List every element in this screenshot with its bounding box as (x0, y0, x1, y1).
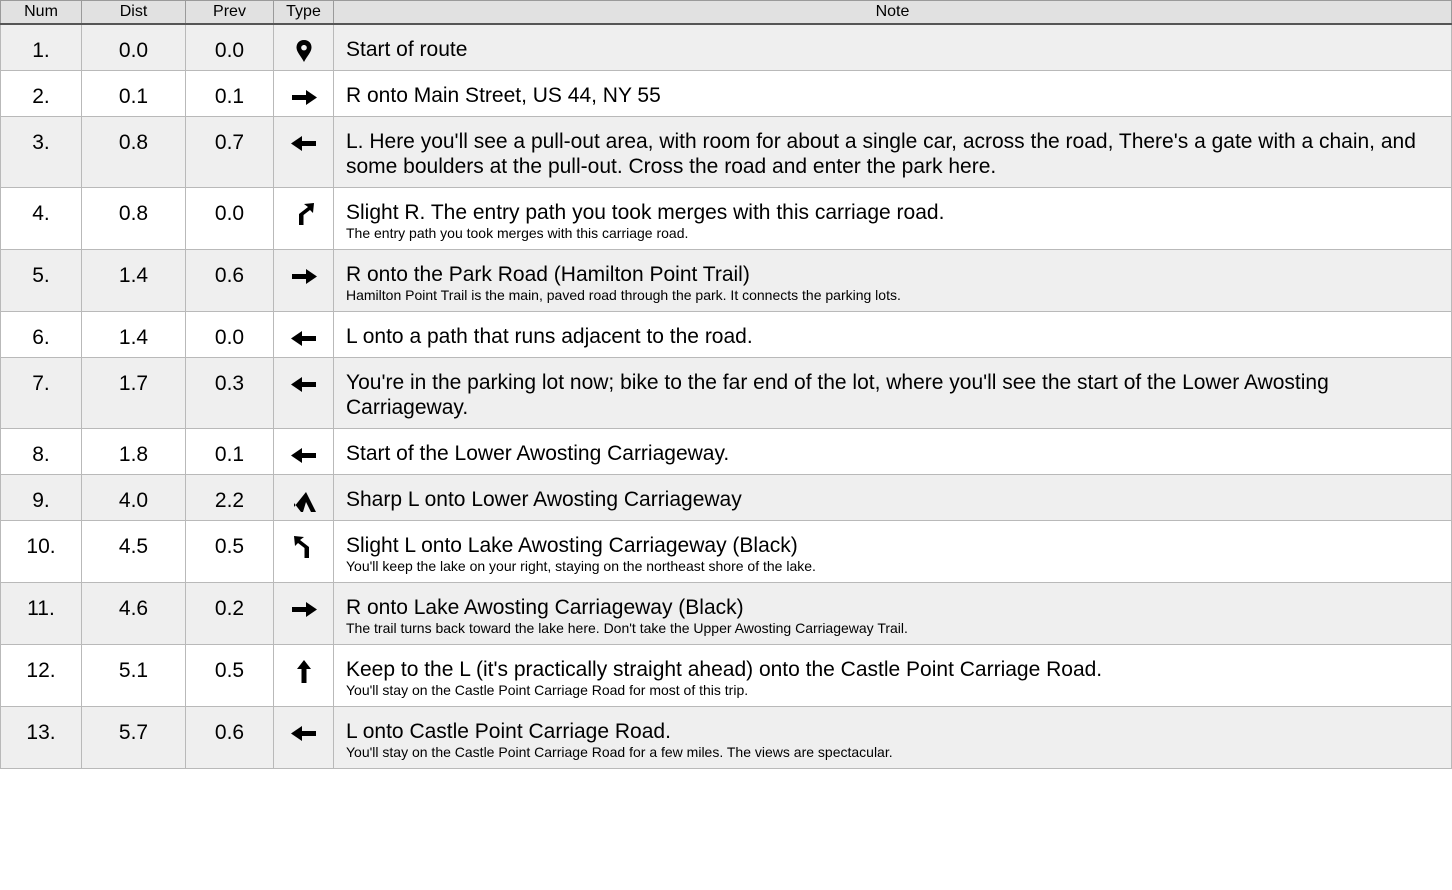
cue-instruction: Start of the Lower Awosting Carriageway. (346, 442, 730, 465)
cue-number: 9. (1, 475, 82, 521)
table-row[interactable] (1, 521, 1452, 583)
table-row[interactable] (1, 250, 1452, 312)
cue-type (274, 117, 334, 188)
cue-type (274, 583, 334, 645)
cue-note (334, 429, 1452, 475)
cue-prev-distance: 0.7 (186, 117, 274, 188)
cue-type (274, 358, 334, 429)
cue-prev-distance: 0.5 (186, 645, 274, 707)
cue-type (274, 645, 334, 707)
cue-distance: 5.1 (82, 645, 186, 707)
cue-prev-distance: 0.2 (186, 583, 274, 645)
table-row[interactable] (1, 188, 1452, 250)
cue-number: 1. (1, 24, 82, 71)
table-row[interactable] (1, 645, 1452, 707)
cue-type (274, 24, 334, 71)
cue-instruction: R onto Main Street, US 44, NY 55 (346, 84, 661, 107)
cue-prev-distance: 0.5 (186, 521, 274, 583)
table-body (1, 24, 1452, 769)
cue-instruction: L onto Castle Point Carriage Road. (346, 720, 671, 743)
cue-note (334, 312, 1452, 358)
cue-type (274, 707, 334, 769)
cue-distance: 4.0 (82, 475, 186, 521)
cue-distance: 1.4 (82, 250, 186, 312)
cue-distance: 4.5 (82, 521, 186, 583)
cue-instruction: L. Here you'll see a pull-out area, with room for about a single car, across the road, There's a gate with a chain, and some boulders at the pull-out. Cross the road and enter the park here. (346, 130, 1416, 178)
sharp-left-arrow-icon (289, 488, 319, 514)
cue-note (334, 117, 1452, 188)
arrow-right-icon (289, 596, 319, 622)
cue-prev-distance: 0.1 (186, 429, 274, 475)
arrow-right-icon (289, 84, 319, 110)
table-row[interactable] (1, 358, 1452, 429)
table-row[interactable] (1, 312, 1452, 358)
cue-note (334, 521, 1452, 583)
table-row[interactable] (1, 707, 1452, 769)
cue-distance: 4.6 (82, 583, 186, 645)
table-row[interactable] (1, 71, 1452, 117)
cue-note (334, 24, 1452, 71)
cue-detail: The trail turns back toward the lake here. Don't take the Upper Awosting Carriageway Trail. (346, 620, 908, 636)
cue-note (334, 71, 1452, 117)
cue-instruction: Slight L onto Lake Awosting Carriageway (Black) (346, 534, 798, 557)
cue-number: 10. (1, 521, 82, 583)
cue-prev-distance: 0.6 (186, 250, 274, 312)
cue-type (274, 188, 334, 250)
arrow-left-icon (289, 720, 319, 746)
cue-distance: 1.8 (82, 429, 186, 475)
cue-distance: 0.8 (82, 117, 186, 188)
table-row[interactable] (1, 117, 1452, 188)
table-row[interactable] (1, 24, 1452, 71)
slight-left-arrow-icon (289, 534, 319, 560)
cue-note (334, 475, 1452, 521)
cue-number: 2. (1, 71, 82, 117)
arrow-up-icon (289, 658, 319, 684)
slight-right-arrow-icon (289, 201, 319, 227)
arrow-left-icon (289, 130, 319, 156)
cue-instruction: L onto a path that runs adjacent to the road. (346, 325, 753, 348)
cue-instruction: R onto the Park Road (Hamilton Point Trail) (346, 263, 750, 286)
cue-prev-distance: 2.2 (186, 475, 274, 521)
cue-number: 7. (1, 358, 82, 429)
cue-note (334, 707, 1452, 769)
cue-detail: The entry path you took merges with this carriage road. (346, 225, 689, 241)
cue-prev-distance: 0.0 (186, 312, 274, 358)
cue-note (334, 358, 1452, 429)
cue-note (334, 583, 1452, 645)
cue-instruction: Keep to the L (it's practically straight ahead) onto the Castle Point Carriage Road. (346, 658, 1103, 681)
cue-number: 13. (1, 707, 82, 769)
cue-distance: 1.7 (82, 358, 186, 429)
arrow-left-icon (289, 371, 319, 397)
cue-number: 12. (1, 645, 82, 707)
cue-number: 11. (1, 583, 82, 645)
cue-number: 8. (1, 429, 82, 475)
cue-prev-distance: 0.1 (186, 71, 274, 117)
cue-distance: 5.7 (82, 707, 186, 769)
arrow-left-icon (289, 325, 319, 351)
cue-number: 5. (1, 250, 82, 312)
cue-instruction: Sharp L onto Lower Awosting Carriageway (346, 488, 742, 511)
cue-note (334, 645, 1452, 707)
header-type[interactable]: Type (274, 1, 334, 25)
cue-detail: You'll stay on the Castle Point Carriage Road for a few miles. The views are spectacular. (346, 744, 893, 760)
cue-number: 3. (1, 117, 82, 188)
header-prev[interactable]: Prev (186, 1, 274, 25)
header-num[interactable]: Num (1, 1, 82, 25)
cue-distance: 0.0 (82, 24, 186, 71)
cue-number: 4. (1, 188, 82, 250)
cue-detail: Hamilton Point Trail is the main, paved road through the park. It connects the parking lots. (346, 287, 901, 303)
cue-distance: 0.8 (82, 188, 186, 250)
header-dist[interactable]: Dist (82, 1, 186, 25)
cue-type (274, 429, 334, 475)
table-row[interactable] (1, 583, 1452, 645)
cue-detail: You'll stay on the Castle Point Carriage Road for most of this trip. (346, 682, 749, 698)
cue-distance: 0.1 (82, 71, 186, 117)
cue-instruction: Start of route (346, 38, 468, 61)
cue-instruction: Slight R. The entry path you took merges with this carriage road. (346, 201, 945, 224)
cue-note (334, 188, 1452, 250)
table-row[interactable] (1, 429, 1452, 475)
cue-type (274, 250, 334, 312)
cue-instruction: You're in the parking lot now; bike to the far end of the lot, where you'll see the start of the Lower Awosting Carriageway. (346, 371, 1329, 419)
arrow-right-icon (289, 263, 319, 289)
cue-prev-distance: 0.0 (186, 24, 274, 71)
cue-number: 6. (1, 312, 82, 358)
header-row (1, 1, 1452, 25)
cue-prev-distance: 0.3 (186, 358, 274, 429)
cue-type (274, 71, 334, 117)
cue-type (274, 521, 334, 583)
map-pin-icon (289, 38, 319, 64)
cue-note (334, 250, 1452, 312)
cue-distance: 1.4 (82, 312, 186, 358)
table-row[interactable] (1, 475, 1452, 521)
cue-prev-distance: 0.0 (186, 188, 274, 250)
arrow-left-icon (289, 442, 319, 468)
header-note[interactable]: Note (334, 1, 1452, 25)
cue-prev-distance: 0.6 (186, 707, 274, 769)
cue-type (274, 312, 334, 358)
cue-instruction: R onto Lake Awosting Carriageway (Black) (346, 596, 744, 619)
cue-type (274, 475, 334, 521)
cue-detail: You'll keep the lake on your right, staying on the northeast shore of the lake. (346, 558, 816, 574)
